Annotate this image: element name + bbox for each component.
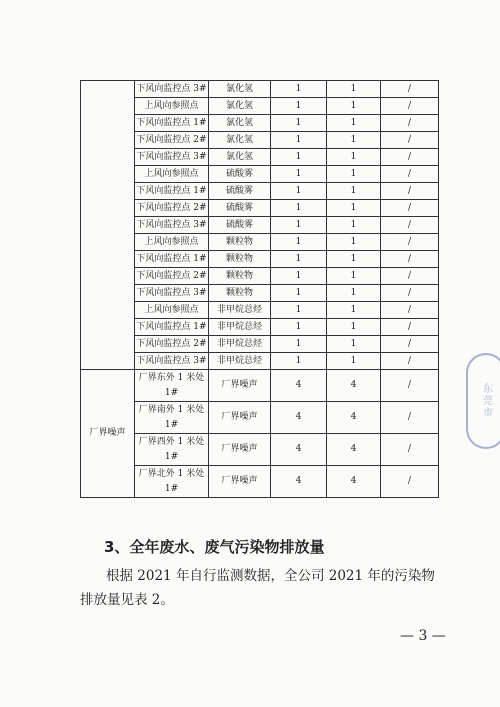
monitoring-table <box>80 80 439 498</box>
monitoring-point-cell: 下风向监控点 3# <box>135 353 209 370</box>
value-cell: 1 <box>327 183 381 200</box>
value-cell: 1 <box>271 115 327 132</box>
value-cell: / <box>381 115 439 132</box>
table-row <box>81 81 439 98</box>
value-cell: 4 <box>327 466 381 498</box>
pollutant-cell: 厂界噪声 <box>209 402 271 434</box>
body-paragraph: 根据 2021 年自行监测数据，全公司 2021 年的污染物排放量见表 2。 <box>80 568 435 608</box>
value-cell: / <box>381 81 439 98</box>
value-cell: / <box>381 302 439 319</box>
value-cell: 1 <box>327 166 381 183</box>
table-row <box>81 183 439 200</box>
value-cell: 1 <box>327 200 381 217</box>
value-cell: 1 <box>271 132 327 149</box>
value-cell: 1 <box>271 81 327 98</box>
value-cell: / <box>381 268 439 285</box>
monitoring-point-cell <box>135 434 209 466</box>
point-line-1: 厂界西外 1 米处 <box>138 436 205 447</box>
pollutant-cell: 厂界噪声 <box>209 466 271 498</box>
value-cell: 1 <box>327 353 381 370</box>
value-cell: 1 <box>271 234 327 251</box>
value-cell: / <box>381 149 439 166</box>
table-row <box>81 115 439 132</box>
value-cell: 1 <box>327 319 381 336</box>
monitoring-point-cell: 下风向监控点 3# <box>135 149 209 166</box>
pollutant-cell: 颗粒物 <box>209 285 271 302</box>
monitoring-point-cell: 下风向监控点 1# <box>135 115 209 132</box>
monitoring-point-cell: 下风向监控点 2# <box>135 132 209 149</box>
monitoring-point-cell: 下风向监控点 2# <box>135 200 209 217</box>
value-cell: 1 <box>271 336 327 353</box>
monitoring-point-cell <box>135 402 209 434</box>
monitoring-point-cell: 下风向监控点 1# <box>135 251 209 268</box>
value-cell: 4 <box>327 402 381 434</box>
value-cell: 1 <box>327 81 381 98</box>
value-cell: / <box>381 251 439 268</box>
value-cell: 4 <box>271 402 327 434</box>
point-line-2: 1# <box>164 419 179 430</box>
category-cell-air <box>81 81 135 370</box>
table-row <box>81 251 439 268</box>
table-row <box>81 166 439 183</box>
value-cell: 1 <box>327 217 381 234</box>
pollutant-cell: 氯化氢 <box>209 98 271 115</box>
value-cell: 1 <box>327 251 381 268</box>
company-seal: 东莞市 <box>466 353 500 449</box>
monitoring-point-cell: 下风向监控点 3# <box>135 217 209 234</box>
value-cell: / <box>381 285 439 302</box>
point-line-2: 1# <box>164 483 179 494</box>
point-line-1: 厂界东外 1 米处 <box>138 372 205 383</box>
value-cell: 1 <box>327 234 381 251</box>
pollutant-cell: 氯化氢 <box>209 81 271 98</box>
monitoring-point-cell: 上风向参照点 <box>135 166 209 183</box>
value-cell: 4 <box>327 434 381 466</box>
point-line-1: 厂界南外 1 米处 <box>138 404 205 415</box>
point-line-1: 厂界北外 1 米处 <box>138 468 205 479</box>
monitoring-point-cell <box>135 466 209 498</box>
table-row <box>81 149 439 166</box>
value-cell: 1 <box>327 115 381 132</box>
monitoring-point-cell: 上风向参照点 <box>135 234 209 251</box>
pollutant-cell: 氯化氢 <box>209 115 271 132</box>
monitoring-point-cell: 上风向参照点 <box>135 98 209 115</box>
value-cell: 1 <box>327 132 381 149</box>
point-line-2: 1# <box>164 387 179 398</box>
value-cell: / <box>381 200 439 217</box>
pollutant-cell: 非甲烷总烃 <box>209 353 271 370</box>
value-cell: 1 <box>271 200 327 217</box>
pollutant-cell: 非甲烷总烃 <box>209 302 271 319</box>
table-row <box>81 336 439 353</box>
value-cell: 4 <box>327 370 381 402</box>
value-cell: 4 <box>271 370 327 402</box>
monitoring-point-cell: 上风向参照点 <box>135 302 209 319</box>
value-cell: 1 <box>327 268 381 285</box>
pollutant-cell: 硫酸雾 <box>209 217 271 234</box>
table-row <box>81 402 439 434</box>
table-row <box>81 370 439 402</box>
value-cell: 1 <box>327 149 381 166</box>
category-cell-noise: 厂界噪声 <box>81 370 135 498</box>
value-cell: 1 <box>327 285 381 302</box>
value-cell: 1 <box>271 149 327 166</box>
value-cell: 1 <box>271 217 327 234</box>
monitoring-point-cell: 下风向监控点 1# <box>135 319 209 336</box>
monitoring-point-cell <box>135 370 209 402</box>
table-row <box>81 466 439 498</box>
monitoring-point-cell: 下风向监控点 3# <box>135 285 209 302</box>
monitoring-point-cell: 下风向监控点 2# <box>135 336 209 353</box>
value-cell: / <box>381 217 439 234</box>
value-cell: / <box>381 402 439 434</box>
value-cell: / <box>381 370 439 402</box>
pollutant-cell: 颗粒物 <box>209 268 271 285</box>
value-cell: / <box>381 466 439 498</box>
value-cell: 1 <box>271 251 327 268</box>
pollutant-cell: 颗粒物 <box>209 251 271 268</box>
value-cell: / <box>381 336 439 353</box>
table-row <box>81 132 439 149</box>
value-cell: / <box>381 319 439 336</box>
value-cell: 4 <box>271 466 327 498</box>
table-row <box>81 217 439 234</box>
page-number: — 3 — <box>400 628 446 644</box>
value-cell: 1 <box>271 353 327 370</box>
value-cell: / <box>381 183 439 200</box>
value-cell: / <box>381 132 439 149</box>
value-cell: / <box>381 234 439 251</box>
value-cell: / <box>381 98 439 115</box>
value-cell: 1 <box>271 98 327 115</box>
value-cell: 1 <box>271 268 327 285</box>
table-row <box>81 285 439 302</box>
pollutant-cell: 厂界噪声 <box>209 370 271 402</box>
value-cell: 1 <box>271 302 327 319</box>
point-line-2: 1# <box>164 451 179 462</box>
value-cell: / <box>381 434 439 466</box>
value-cell: 4 <box>271 434 327 466</box>
pollutant-cell: 非甲烷总烃 <box>209 336 271 353</box>
table-row <box>81 98 439 115</box>
pollutant-cell: 硫酸雾 <box>209 166 271 183</box>
pollutant-cell: 硫酸雾 <box>209 200 271 217</box>
value-cell: 1 <box>271 319 327 336</box>
table-row <box>81 234 439 251</box>
pollutant-cell: 氯化氢 <box>209 149 271 166</box>
value-cell: 1 <box>271 183 327 200</box>
pollutant-cell: 颗粒物 <box>209 234 271 251</box>
pollutant-cell: 氯化氢 <box>209 132 271 149</box>
value-cell: 1 <box>327 98 381 115</box>
pollutant-cell: 厂界噪声 <box>209 434 271 466</box>
value-cell: 1 <box>327 302 381 319</box>
value-cell: / <box>381 166 439 183</box>
monitoring-point-cell: 下风向监控点 3# <box>135 81 209 98</box>
value-cell: / <box>381 353 439 370</box>
value-cell: 1 <box>327 336 381 353</box>
table-row <box>81 434 439 466</box>
monitoring-point-cell: 下风向监控点 1# <box>135 183 209 200</box>
value-cell: 1 <box>271 285 327 302</box>
table-row <box>81 319 439 336</box>
table-row <box>81 353 439 370</box>
table-row <box>81 200 439 217</box>
pollutant-cell: 非甲烷总烃 <box>209 319 271 336</box>
table-row <box>81 302 439 319</box>
value-cell: 1 <box>271 166 327 183</box>
monitoring-point-cell: 下风向监控点 2# <box>135 268 209 285</box>
section-heading: 3、全年废水、废气污染物排放量 <box>104 538 325 556</box>
pollutant-cell: 硫酸雾 <box>209 183 271 200</box>
table-row <box>81 268 439 285</box>
